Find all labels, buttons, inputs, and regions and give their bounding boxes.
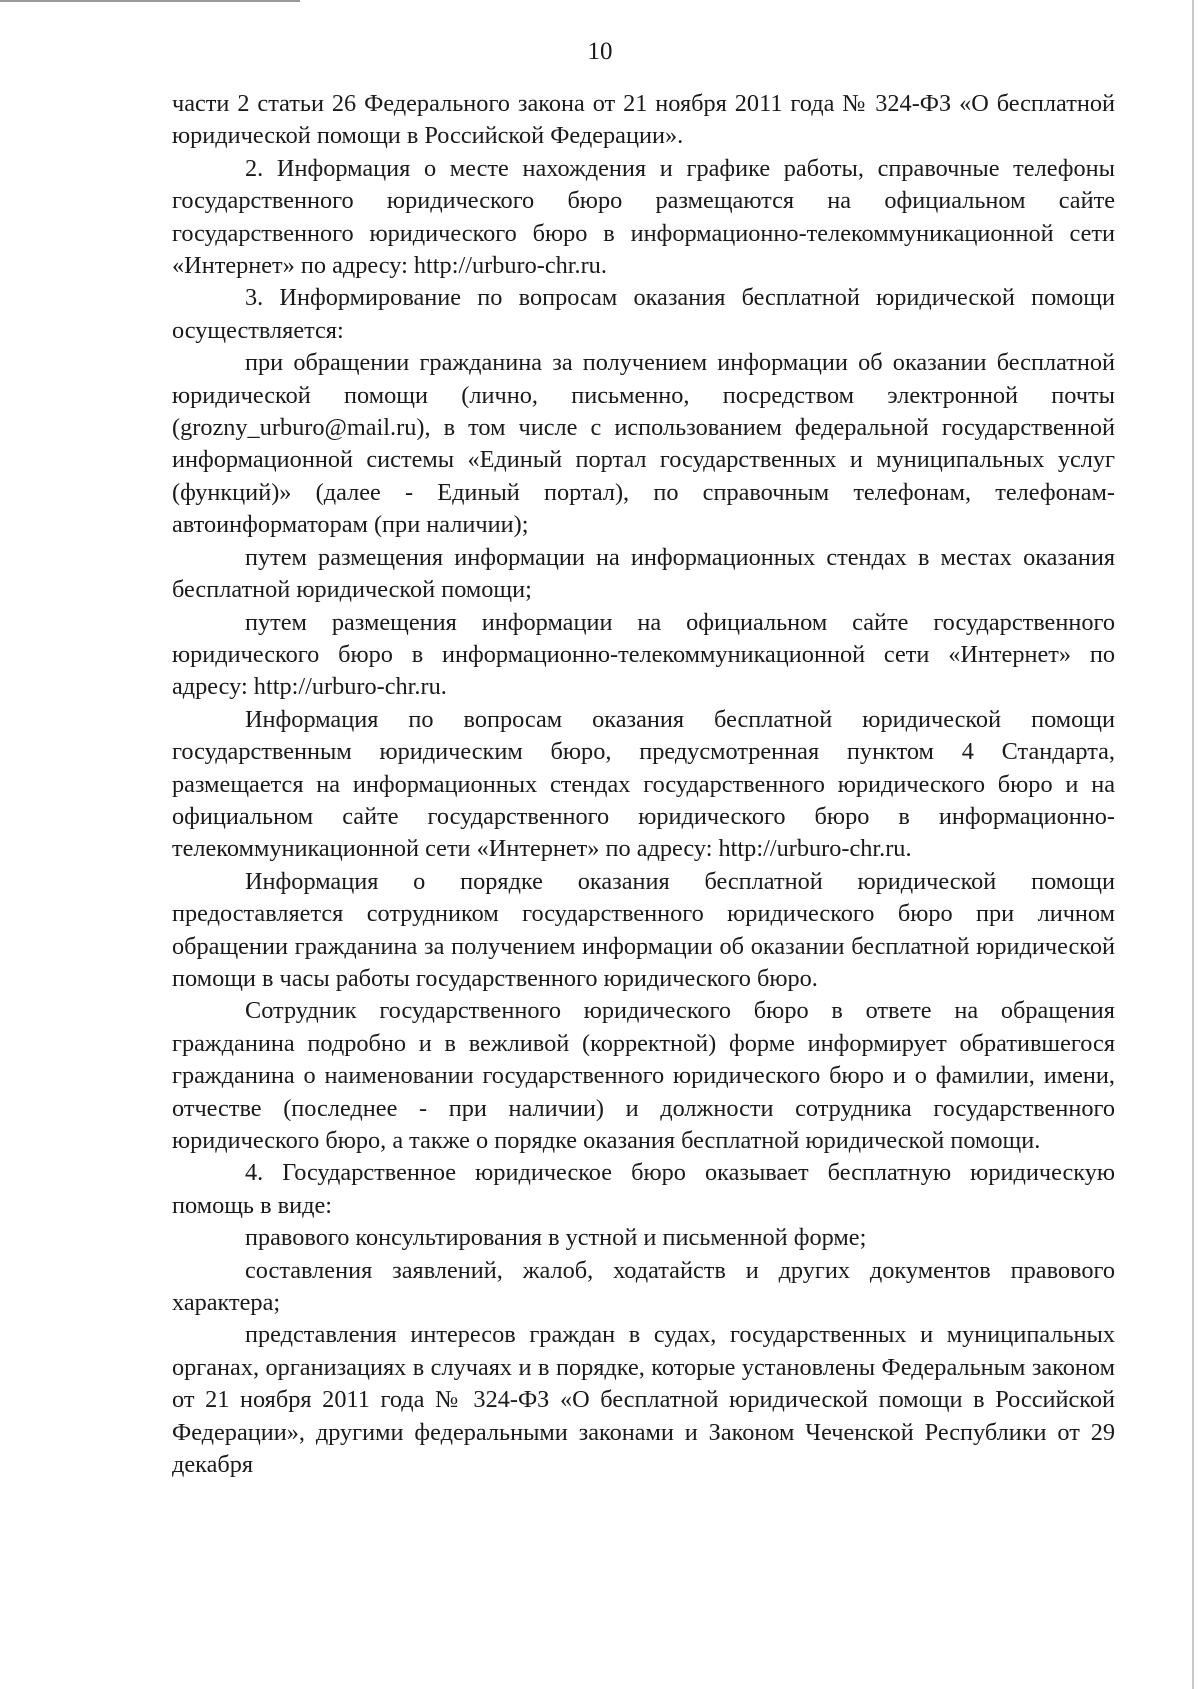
scan-top-edge-line [0,0,300,2]
paragraph-9: Сотрудник государственного юридического бюро в ответе на обращения гражданина подробно и в вежливой (корректной) форме информирует обратившегося гражданина о наименовании государственного юридического бюро и о фамилии, имени, отчестве (последнее - при наличии) и должности сотрудника государственного юридического бюро, а также о порядке оказания бесплатной юридической помощи. [172,997,1115,1154]
paragraph-2: 2. Информация о месте нахождения и графике работы, справочные телефоны государственного юридического бюро размещаются на официальном сайте государственного юридического бюро в информационно-телекоммуникационной сети «Интернет» по адресу: http://urburo-chr.ru. [172,154,1115,280]
paragraph-7: Информация по вопросам оказания бесплатной юридической помощи государственным юридическим бюро, предусмотренная пунктом 4 Стандарта, размещается на информационных стендах государственного юридического бюро и на официальном сайте государственного юридического бюро в информационно-телекоммуникационной сети «Интернет» по адресу: http://urburo-chr.ru. [172,705,1115,863]
page-number: 10 [587,38,613,65]
scan-right-edge-line [1192,0,1194,1689]
paragraph-11: правового консультирования в устной и письменной форме; [245,1224,867,1252]
paragraph-12: составления заявлений, жалоб, ходатайств и других документов правового характера; [172,1256,1115,1317]
paragraph-8: Информация о порядке оказания бесплатной юридической помощи предоставляется сотрудником государственного юридического бюро при личном обращении гражданина за получением информации об оказании бесплатной юридической помощи в часы работы государственного юридического бюро. [172,867,1115,992]
document-body [172,88,1115,1481]
paragraph-3: 3. Информирование по вопросам оказания бесплатной юридической помощи осуществляется: [172,284,1115,344]
paragraph-6: путем размещения информации на официальном сайте государственного юридического бюро в информационно-телекоммуникационной сети «Интернет» по адресу: http://urburo-chr.ru. [172,608,1115,701]
paragraph-10: 4. Государственное юридическое бюро оказывает бесплатную юридическую помощь в виде: [172,1159,1115,1219]
paragraph-5: путем размещения информации на информационных стендах в местах оказания бесплатной юридической помощи; [172,543,1115,604]
paragraph-1: части 2 статьи 26 Федерального закона от 21 ноября 2011 года № 324-ФЗ «О бесплатной юридической помощи в Российской Федерации». [172,90,1115,150]
paragraph-13: представления интересов граждан в судах, государственных и муниципальных органах, организациях в случаях и в порядке, которые установлены Федеральным законом от 21 ноября 2011 года № 324-ФЗ «О бесплатной юридической помощи в Российской Федерации», другими федеральными законами и Законом Чеченской Республики от 29 декабря [172,1321,1115,1479]
paragraph-4: при обращении гражданина за получением информации об оказании бесплатной юридической помощи (лично, письменно, посредством электронной почты (grozny_urburo@mail.ru), в том числе с использованием федеральной государственной информационной системы «Единый портал государственных и муниципальных услуг (функций)» (далее - Единый портал), по справочным телефонам, телефонам-автоинформаторам (при наличии); [172,349,1115,539]
